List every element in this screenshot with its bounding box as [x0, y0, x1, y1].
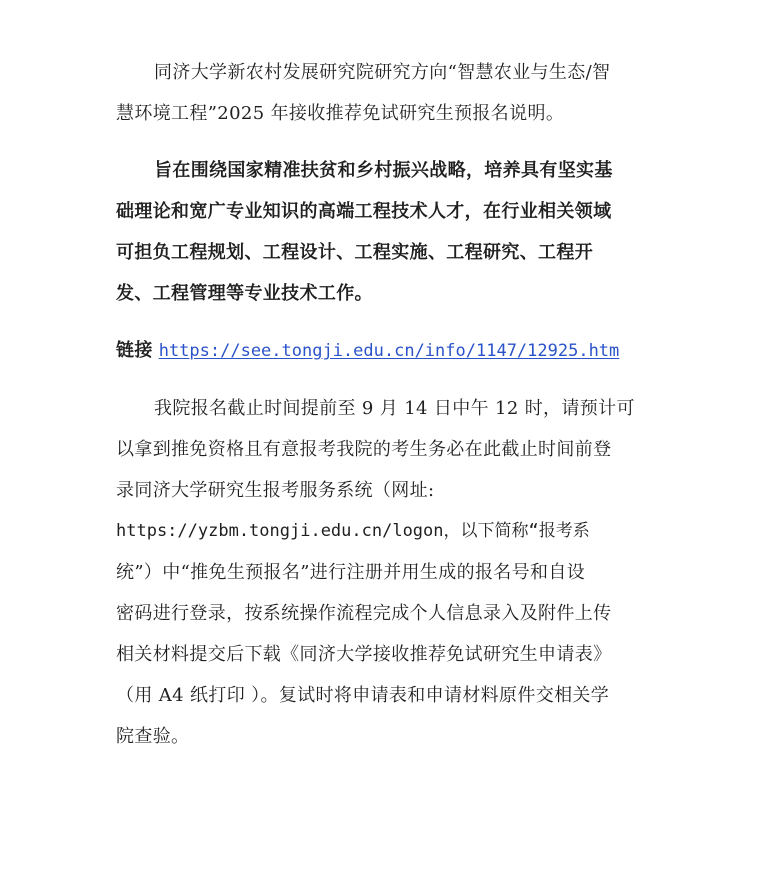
- paragraph-objective: [116, 150, 646, 314]
- paragraph-intro: [116, 52, 646, 134]
- paragraph-line: 统”）中“推免生预报名”进行注册并用生成的报名号和自设: [116, 562, 586, 583]
- paragraph-line: 相关材料提交后下载《同济大学接收推荐免试研究生申请表》: [116, 644, 612, 665]
- paragraph-line: 我院报名截止时间提前至 9 月 14 日中午 12 时，请预计可: [154, 398, 635, 419]
- paragraph-line: 旨在围绕国家精准扶贫和乡村振兴战略，培养具有坚实基: [154, 160, 613, 181]
- paragraph-registration: [116, 388, 646, 757]
- paragraph-line: 以拿到推免资格且有意报考我院的考生务必在此截止时间前登: [116, 439, 612, 460]
- paragraph-line: 录同济大学研究生报考服务系统（网址:: [116, 480, 435, 501]
- paragraph-line: 可担负工程规划、工程设计、工程实施、工程研究、工程开: [116, 242, 594, 263]
- paragraph-line: （用 A4 纸打印 ）。复试时将申请表和申请材料原件交相关学: [116, 685, 610, 706]
- paragraph-line: 院查验。: [116, 726, 190, 747]
- paragraph-line: 密码进行登录，按系统操作流程完成个人信息录入及附件上传: [116, 603, 612, 624]
- link-label: 链接: [116, 340, 153, 361]
- info-link[interactable]: https://see.tongji.edu.cn/info/1147/12925.htm: [158, 341, 620, 361]
- paragraph-line: 同济大学新农村发展研究院研究方向“智慧农业与生态/智: [154, 62, 611, 83]
- paragraph-line: 础理论和宽广专业知识的高端工程技术人才，在行业相关领域: [116, 201, 612, 222]
- paragraph-line: 发、工程管理等专业技术工作。: [116, 283, 373, 304]
- paragraph-line: 慧环境工程”2025 年接收推荐免试研究生预报名说明。: [116, 103, 565, 124]
- link-paragraph: [116, 330, 646, 371]
- link-line: [116, 330, 646, 371]
- paragraph-line-url: https://yzbm.tongji.edu.cn/logon，以下简称“报考系: [116, 521, 590, 541]
